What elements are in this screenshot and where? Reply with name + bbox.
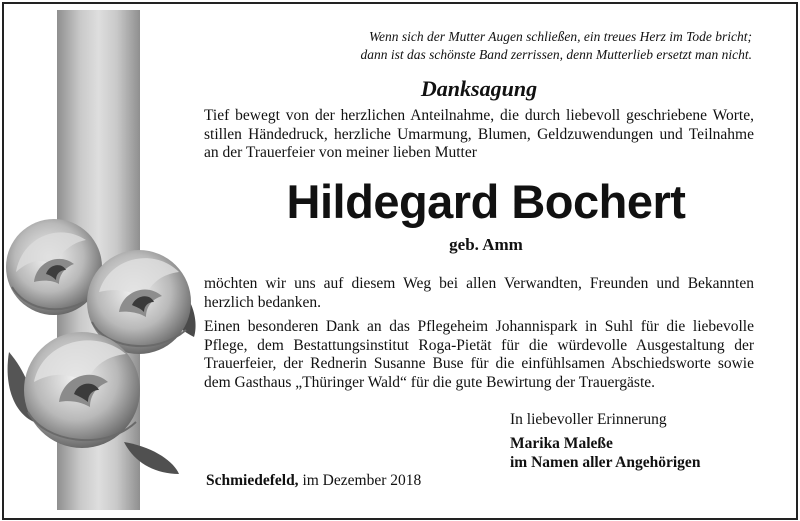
place-town: Schmiedefeld, <box>206 472 299 489</box>
signature-family: im Namen aller Angehörigen <box>510 454 701 471</box>
special-thanks-paragraph: Einen besonderen Dank an das Pflegeheim Johannispark in Suhl für die liebevolle Pflege, dem Bestattungsinstitut Roga-Pietät für die würdevolle Ausgestaltung der Trauerfeier, der Rednerin Susanne Buse für die einfühlsamen Abschiedsworte sowie dem Gasthaus „Thüringer Wald“ für die gute Bewirtung der Trauergäste. <box>204 318 754 391</box>
maiden-name: geb. Amm <box>449 235 523 254</box>
deceased-name: Hildegard Bochert <box>286 175 686 228</box>
rose-bouquet-icon <box>4 212 200 480</box>
place-and-date <box>206 471 421 490</box>
epitaph-quote <box>220 28 752 64</box>
thanks-paragraph: möchten wir uns auf diesem Weg bei allen Verwandten, Freunden und Bekannten herzlich bedanken. <box>204 275 754 311</box>
signature-intro: In liebevoller Erinnerung <box>510 411 667 428</box>
signature-name: Marika Maleße <box>510 435 613 452</box>
notice-heading: Danksagung <box>420 76 538 101</box>
intro-paragraph: Tief bewegt von der herzlichen Anteilnahme, die durch liebevoll geschriebene Worte, stillen Händedruck, herzliche Umarmung, Blumen, Geldzuwendungen und Teilnahme an der Trauerfeier von meiner lieben Mutter <box>204 107 754 161</box>
epitaph-line-1: Wenn sich der Mutter Augen schließen, ein treues Herz im Tode bricht; <box>369 29 752 44</box>
place-date: im Dezember 2018 <box>298 472 422 489</box>
epitaph-line-2: dann ist das schönste Band zerrissen, denn Mutterlieb ersetzt man nicht. <box>360 47 752 62</box>
